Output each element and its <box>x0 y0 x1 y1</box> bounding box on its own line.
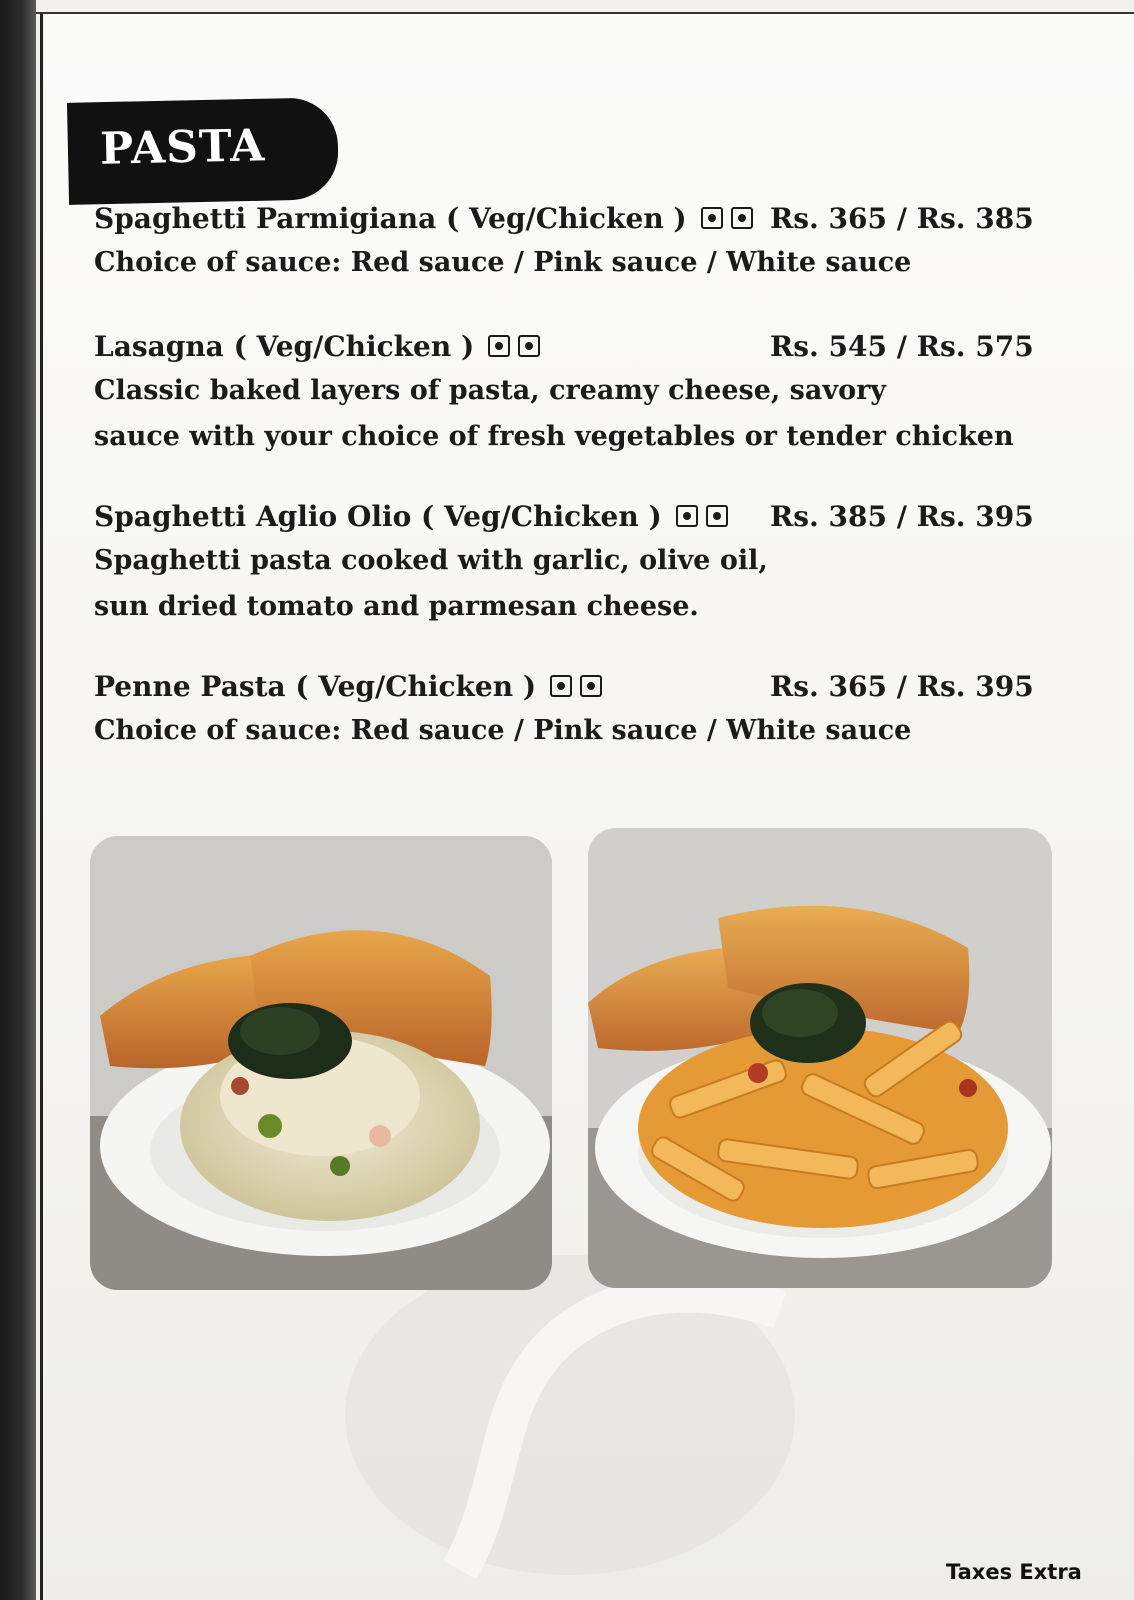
item-price: Rs. 365 / Rs. 395 <box>770 669 1034 703</box>
menu-item <box>94 324 1074 460</box>
veg-nonveg-marker-icon <box>550 675 572 697</box>
item-description: sun dried tomato and parmesan cheese. <box>94 591 699 622</box>
dish-photo-penne <box>588 828 1052 1288</box>
menu-item <box>94 664 1074 754</box>
item-name: Lasagna ( Veg/Chicken ) <box>94 329 475 363</box>
menu-item <box>94 494 1074 630</box>
item-description: Choice of sauce: Red sauce / Pink sauce / White sauce <box>94 247 912 278</box>
veg-nonveg-marker-icon <box>701 207 723 229</box>
veg-nonveg-marker-icon <box>676 505 698 527</box>
veg-nonveg-marker-icon <box>731 207 753 229</box>
item-description: Choice of sauce: Red sauce / Pink sauce / White sauce <box>94 715 912 746</box>
veg-nonveg-marker-icon <box>580 675 602 697</box>
page-border-left <box>40 14 43 1600</box>
item-description: sauce with your choice of fresh vegetables or tender chicken <box>94 421 1014 452</box>
veg-nonveg-marker-icon <box>488 335 510 357</box>
book-spine <box>0 0 36 1600</box>
item-description: Classic baked layers of pasta, creamy cheese, savory <box>94 375 886 406</box>
taxes-note: Taxes Extra <box>946 1560 1082 1584</box>
menu-item <box>94 196 1074 286</box>
item-description: Spaghetti pasta cooked with garlic, olive oil, <box>94 545 768 576</box>
coffee-bean-icon <box>340 1250 800 1580</box>
item-name: Spaghetti Aglio Olio ( Veg/Chicken ) <box>94 499 662 533</box>
veg-nonveg-marker-icon <box>518 335 540 357</box>
item-name: Spaghetti Parmigiana ( Veg/Chicken ) <box>94 201 687 235</box>
item-price: Rs. 545 / Rs. 575 <box>770 329 1034 363</box>
item-name: Penne Pasta ( Veg/Chicken ) <box>94 669 537 703</box>
item-price: Rs. 385 / Rs. 395 <box>770 499 1034 533</box>
dish-photo-spaghetti <box>90 836 552 1290</box>
item-price: Rs. 365 / Rs. 385 <box>770 201 1034 235</box>
veg-nonveg-marker-icon <box>706 505 728 527</box>
section-title: PASTA <box>99 120 266 175</box>
